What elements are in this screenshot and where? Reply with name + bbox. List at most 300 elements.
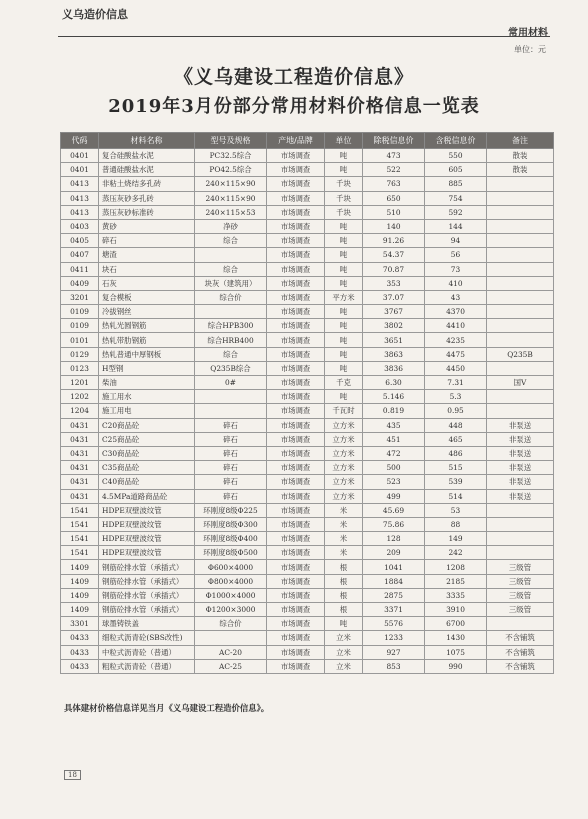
footnote: 具体建材价格信息详见当月《义乌建设工程造价信息》。	[64, 703, 270, 713]
cell-unit: 平方米	[325, 290, 363, 304]
cell-unit: 根	[325, 560, 363, 574]
cell-spec: 碎石	[195, 432, 267, 446]
cell-spec: AC-25	[195, 659, 267, 673]
cell-source: 市场调查	[267, 219, 325, 233]
cell-source: 市场调查	[267, 361, 325, 375]
cell-unit: 根	[325, 574, 363, 588]
table-row	[61, 290, 554, 304]
cell-remark	[487, 276, 554, 290]
cell-price-excl-tax: 1041	[363, 560, 425, 574]
cell-code: 0433	[61, 659, 99, 673]
cell-unit: 吨	[325, 361, 363, 375]
cell-material-name: 热轧光圆钢筋	[99, 319, 195, 333]
table-row	[61, 418, 554, 432]
page-number: 18	[64, 770, 81, 780]
cell-price-incl-tax: 88	[425, 517, 487, 531]
cell-unit: 米	[325, 546, 363, 560]
cell-material-name: HDPE双壁波纹管	[99, 503, 195, 517]
table-row	[61, 645, 554, 659]
cell-material-name: 黄砂	[99, 219, 195, 233]
cell-price-incl-tax: 990	[425, 659, 487, 673]
cell-source: 市场调查	[267, 574, 325, 588]
cell-price-excl-tax: 3371	[363, 603, 425, 617]
table-row	[61, 560, 554, 574]
cell-price-excl-tax: 128	[363, 532, 425, 546]
cell-code: 1202	[61, 390, 99, 404]
cell-price-excl-tax: 45.69	[363, 503, 425, 517]
table-row	[61, 446, 554, 460]
cell-price-incl-tax: 3910	[425, 603, 487, 617]
cell-spec: 碎石	[195, 489, 267, 503]
table-row	[61, 517, 554, 531]
cell-spec: 综合价	[195, 617, 267, 631]
cell-code: 0403	[61, 219, 99, 233]
cell-remark: Q235B	[487, 347, 554, 361]
cell-price-incl-tax: 0.95	[425, 404, 487, 418]
cell-spec	[195, 305, 267, 319]
cell-material-name: 钢筋砼排水管（承插式）	[99, 588, 195, 602]
cell-material-name: 钢筋砼排水管（承插式）	[99, 574, 195, 588]
cell-unit: 千块	[325, 177, 363, 191]
table-row	[61, 631, 554, 645]
cell-code: 0101	[61, 333, 99, 347]
cell-price-incl-tax: 73	[425, 262, 487, 276]
column-header-material-name: 材料名称	[99, 133, 195, 149]
cell-price-incl-tax: 4450	[425, 361, 487, 375]
cell-spec: PC32.5综合	[195, 149, 267, 163]
table-row	[61, 588, 554, 602]
cell-price-excl-tax: 3802	[363, 319, 425, 333]
cell-material-name: 热轧普通中厚钢板	[99, 347, 195, 361]
cell-material-name: HDPE双壁波纹管	[99, 546, 195, 560]
cell-material-name: 非粘土烧结多孔砖	[99, 177, 195, 191]
cell-source: 市场调查	[267, 617, 325, 631]
cell-source: 市场调查	[267, 517, 325, 531]
cell-code: 0431	[61, 432, 99, 446]
cell-spec: 综合	[195, 262, 267, 276]
cell-material-name: 复合模板	[99, 290, 195, 304]
cell-unit: 吨	[325, 390, 363, 404]
cell-spec: Φ1000×4000	[195, 588, 267, 602]
price-table	[60, 132, 554, 674]
cell-remark	[487, 361, 554, 375]
table-row	[61, 603, 554, 617]
cell-price-excl-tax: 70.87	[363, 262, 425, 276]
cell-spec	[195, 390, 267, 404]
column-header-unit: 单位	[325, 133, 363, 149]
cell-remark	[487, 177, 554, 191]
cell-material-name: 复合硅酸盐水泥	[99, 149, 195, 163]
cell-code: 1201	[61, 376, 99, 390]
cell-material-name: 碎石	[99, 234, 195, 248]
cell-price-incl-tax: 410	[425, 276, 487, 290]
cell-spec: 碎石	[195, 446, 267, 460]
cell-price-incl-tax: 94	[425, 234, 487, 248]
table-row	[61, 475, 554, 489]
table-row	[61, 333, 554, 347]
cell-price-incl-tax: 486	[425, 446, 487, 460]
cell-remark: 散装	[487, 163, 554, 177]
cell-material-name: HDPE双壁波纹管	[99, 517, 195, 531]
table-row	[61, 163, 554, 177]
cell-unit: 吨	[325, 319, 363, 333]
cell-remark: 非泵送	[487, 475, 554, 489]
table-row	[61, 546, 554, 560]
cell-unit: 立米	[325, 645, 363, 659]
cell-source: 市场调查	[267, 475, 325, 489]
cell-code: 1541	[61, 532, 99, 546]
cell-unit: 立方米	[325, 461, 363, 475]
cell-remark: 不含铺筑	[487, 631, 554, 645]
cell-remark	[487, 234, 554, 248]
cell-source: 市场调查	[267, 503, 325, 517]
cell-code: 0431	[61, 475, 99, 489]
cell-remark	[487, 390, 554, 404]
cell-code: 0109	[61, 319, 99, 333]
cell-code: 0407	[61, 248, 99, 262]
table-row	[61, 191, 554, 205]
cell-remark: 非泵送	[487, 432, 554, 446]
cell-code: 0401	[61, 163, 99, 177]
cell-price-excl-tax: 927	[363, 645, 425, 659]
table-row	[61, 489, 554, 503]
cell-remark	[487, 503, 554, 517]
cell-spec: PO42.5综合	[195, 163, 267, 177]
cell-source: 市场调查	[267, 404, 325, 418]
column-header-code: 代码	[61, 133, 99, 149]
cell-remark: 国V	[487, 376, 554, 390]
cell-spec: 综合价	[195, 290, 267, 304]
cell-spec: 碎石	[195, 461, 267, 475]
table-row	[61, 361, 554, 375]
cell-price-incl-tax: 4410	[425, 319, 487, 333]
table-row	[61, 347, 554, 361]
cell-price-incl-tax: 144	[425, 219, 487, 233]
unit-label: 单位：元	[514, 45, 546, 54]
cell-code: 1409	[61, 560, 99, 574]
cell-code: 0109	[61, 305, 99, 319]
cell-remark	[487, 404, 554, 418]
cell-price-excl-tax: 3767	[363, 305, 425, 319]
cell-source: 市场调查	[267, 347, 325, 361]
cell-unit: 立方米	[325, 446, 363, 460]
table-row	[61, 404, 554, 418]
table-row	[61, 205, 554, 219]
cell-code: 0431	[61, 461, 99, 475]
cell-spec: 0#	[195, 376, 267, 390]
cell-price-incl-tax: 550	[425, 149, 487, 163]
cell-remark: 非泵送	[487, 489, 554, 503]
cell-material-name: C40商品砼	[99, 475, 195, 489]
cell-remark	[487, 305, 554, 319]
cell-unit: 根	[325, 603, 363, 617]
cell-price-incl-tax: 1075	[425, 645, 487, 659]
cell-material-name: C30商品砼	[99, 446, 195, 460]
cell-code: 0433	[61, 645, 99, 659]
cell-code: 1541	[61, 517, 99, 531]
column-header-source: 产地/品牌	[267, 133, 325, 149]
cell-price-excl-tax: 2875	[363, 588, 425, 602]
cell-spec	[195, 631, 267, 645]
cell-source: 市场调查	[267, 163, 325, 177]
table-row	[61, 390, 554, 404]
cell-code: 1409	[61, 574, 99, 588]
cell-code: 3201	[61, 290, 99, 304]
cell-spec: Φ800×4000	[195, 574, 267, 588]
cell-unit: 立方米	[325, 475, 363, 489]
cell-price-incl-tax: 7.31	[425, 376, 487, 390]
cell-price-excl-tax: 473	[363, 149, 425, 163]
cell-price-incl-tax: 149	[425, 532, 487, 546]
cell-remark: 非泵送	[487, 446, 554, 460]
column-header-remark: 备注	[487, 133, 554, 149]
cell-material-name: 球墨铸铁盖	[99, 617, 195, 631]
cell-source: 市场调查	[267, 645, 325, 659]
cell-price-excl-tax: 0.819	[363, 404, 425, 418]
table-row	[61, 432, 554, 446]
cell-price-incl-tax: 465	[425, 432, 487, 446]
column-header-price-excl-tax: 除税信息价	[363, 133, 425, 149]
table-row	[61, 659, 554, 673]
cell-source: 市场调查	[267, 546, 325, 560]
cell-material-name: 蒸压灰砂多孔砖	[99, 191, 195, 205]
cell-source: 市场调查	[267, 205, 325, 219]
cell-source: 市场调查	[267, 319, 325, 333]
table-row	[61, 574, 554, 588]
cell-price-excl-tax: 650	[363, 191, 425, 205]
cell-material-name: 粗粒式沥青砼（普通）	[99, 659, 195, 673]
cell-source: 市场调查	[267, 659, 325, 673]
cell-spec	[195, 248, 267, 262]
cell-remark	[487, 290, 554, 304]
cell-remark	[487, 248, 554, 262]
cell-code: 0431	[61, 446, 99, 460]
cell-price-incl-tax: 1208	[425, 560, 487, 574]
cell-price-excl-tax: 353	[363, 276, 425, 290]
cell-price-excl-tax: 3651	[363, 333, 425, 347]
cell-price-excl-tax: 3863	[363, 347, 425, 361]
cell-source: 市场调查	[267, 149, 325, 163]
cell-code: 0433	[61, 631, 99, 645]
table-row	[61, 219, 554, 233]
cell-price-excl-tax: 6.30	[363, 376, 425, 390]
title-line-2: 2019年3月份部分常用材料价格信息一览表	[108, 96, 480, 117]
cell-price-excl-tax: 209	[363, 546, 425, 560]
cell-remark: 非泵送	[487, 461, 554, 475]
cell-material-name: 冷拔钢丝	[99, 305, 195, 319]
cell-material-name: C35商品砼	[99, 461, 195, 475]
table-row	[61, 503, 554, 517]
cell-unit: 吨	[325, 234, 363, 248]
header-rule	[58, 36, 550, 37]
cell-unit: 吨	[325, 276, 363, 290]
cell-spec: 240×115×90	[195, 177, 267, 191]
cell-code: 0413	[61, 177, 99, 191]
table-row	[61, 461, 554, 475]
cell-price-excl-tax: 499	[363, 489, 425, 503]
table-row	[61, 276, 554, 290]
cell-price-incl-tax: 754	[425, 191, 487, 205]
cell-material-name: 细粒式沥青砼(SBS改性)	[99, 631, 195, 645]
cell-price-excl-tax: 1233	[363, 631, 425, 645]
cell-remark	[487, 532, 554, 546]
cell-material-name: 块石	[99, 262, 195, 276]
cell-spec: 碎石	[195, 418, 267, 432]
cell-spec: 块灰（建筑用）	[195, 276, 267, 290]
cell-material-name: 施工用电	[99, 404, 195, 418]
cell-remark	[487, 517, 554, 531]
cell-price-incl-tax: 605	[425, 163, 487, 177]
cell-price-incl-tax: 1430	[425, 631, 487, 645]
cell-spec: 净砂	[195, 219, 267, 233]
cell-source: 市场调查	[267, 390, 325, 404]
table-header-row	[61, 133, 554, 149]
cell-code: 1204	[61, 404, 99, 418]
cell-material-name: HDPE双壁波纹管	[99, 532, 195, 546]
cell-unit: 米	[325, 532, 363, 546]
cell-spec: 环刚度8级Φ500	[195, 546, 267, 560]
cell-code: 3301	[61, 617, 99, 631]
cell-source: 市场调查	[267, 262, 325, 276]
cell-remark: 不含铺筑	[487, 645, 554, 659]
cell-source: 市场调查	[267, 461, 325, 475]
cell-source: 市场调查	[267, 432, 325, 446]
cell-unit: 根	[325, 588, 363, 602]
cell-source: 市场调查	[267, 333, 325, 347]
cell-unit: 吨	[325, 219, 363, 233]
cell-spec: 综合	[195, 234, 267, 248]
cell-price-incl-tax: 515	[425, 461, 487, 475]
cell-code: 0411	[61, 262, 99, 276]
cell-spec: 碎石	[195, 475, 267, 489]
cell-unit: 立米	[325, 659, 363, 673]
table-row	[61, 177, 554, 191]
publication-name: 义乌造价信息	[62, 8, 128, 21]
cell-source: 市场调查	[267, 191, 325, 205]
cell-spec: 综合	[195, 347, 267, 361]
cell-unit: 吨	[325, 163, 363, 177]
cell-spec: 240×115×53	[195, 205, 267, 219]
cell-source: 市场调查	[267, 177, 325, 191]
cell-remark	[487, 205, 554, 219]
cell-material-name: 4.5MPa道路商品砼	[99, 489, 195, 503]
cell-remark	[487, 617, 554, 631]
section-name: 常用材料	[508, 28, 548, 39]
cell-spec: 综合HPB300	[195, 319, 267, 333]
cell-price-incl-tax: 885	[425, 177, 487, 191]
cell-spec: 环刚度8级Φ300	[195, 517, 267, 531]
cell-price-incl-tax: 4370	[425, 305, 487, 319]
cell-unit: 立方米	[325, 418, 363, 432]
table-row	[61, 617, 554, 631]
column-header-spec: 型号及规格	[195, 133, 267, 149]
cell-unit: 立方米	[325, 489, 363, 503]
cell-source: 市场调查	[267, 234, 325, 248]
cell-remark	[487, 219, 554, 233]
cell-unit: 吨	[325, 149, 363, 163]
cell-remark: 不含铺筑	[487, 659, 554, 673]
cell-code: 1409	[61, 588, 99, 602]
cell-price-incl-tax: 4235	[425, 333, 487, 347]
cell-unit: 吨	[325, 305, 363, 319]
cell-unit: 米	[325, 503, 363, 517]
cell-price-excl-tax: 54.37	[363, 248, 425, 262]
cell-price-incl-tax: 6700	[425, 617, 487, 631]
cell-unit: 吨	[325, 262, 363, 276]
cell-price-incl-tax: 56	[425, 248, 487, 262]
cell-code: 0129	[61, 347, 99, 361]
cell-price-excl-tax: 140	[363, 219, 425, 233]
cell-code: 0409	[61, 276, 99, 290]
cell-spec: 环刚度8级Φ400	[195, 532, 267, 546]
cell-price-incl-tax: 3335	[425, 588, 487, 602]
cell-source: 市场调查	[267, 446, 325, 460]
cell-price-excl-tax: 435	[363, 418, 425, 432]
cell-material-name: 塘渣	[99, 248, 195, 262]
cell-spec	[195, 404, 267, 418]
cell-remark	[487, 546, 554, 560]
cell-price-excl-tax: 5576	[363, 617, 425, 631]
cell-unit: 吨	[325, 248, 363, 262]
table-row	[61, 305, 554, 319]
table-row	[61, 149, 554, 163]
cell-material-name: 热轧带肋钢筋	[99, 333, 195, 347]
cell-source: 市场调查	[267, 603, 325, 617]
cell-source: 市场调查	[267, 489, 325, 503]
cell-material-name: H型钢	[99, 361, 195, 375]
table-row	[61, 319, 554, 333]
cell-price-excl-tax: 451	[363, 432, 425, 446]
cell-price-excl-tax: 75.86	[363, 517, 425, 531]
cell-unit: 吨	[325, 347, 363, 361]
table-row	[61, 532, 554, 546]
cell-remark: 散装	[487, 149, 554, 163]
cell-material-name: 柴油	[99, 376, 195, 390]
cell-remark: 三级管	[487, 560, 554, 574]
cell-spec: Φ600×4000	[195, 560, 267, 574]
cell-unit: 吨	[325, 333, 363, 347]
cell-spec: Φ1200×3000	[195, 603, 267, 617]
cell-price-excl-tax: 91.26	[363, 234, 425, 248]
cell-remark	[487, 191, 554, 205]
cell-spec: AC-20	[195, 645, 267, 659]
cell-code: 0401	[61, 149, 99, 163]
cell-source: 市场调查	[267, 276, 325, 290]
cell-source: 市场调查	[267, 305, 325, 319]
cell-code: 0413	[61, 205, 99, 219]
cell-code: 1541	[61, 546, 99, 560]
cell-price-excl-tax: 522	[363, 163, 425, 177]
cell-code: 0431	[61, 489, 99, 503]
cell-price-excl-tax: 5.146	[363, 390, 425, 404]
table-row	[61, 248, 554, 262]
cell-material-name: 钢筋砼排水管（承插式）	[99, 603, 195, 617]
cell-material-name: 施工用水	[99, 390, 195, 404]
cell-code: 1541	[61, 503, 99, 517]
cell-remark	[487, 333, 554, 347]
cell-unit: 千块	[325, 205, 363, 219]
cell-source: 市场调查	[267, 631, 325, 645]
cell-price-incl-tax: 242	[425, 546, 487, 560]
cell-source: 市场调查	[267, 532, 325, 546]
cell-unit: 吨	[325, 617, 363, 631]
cell-code: 0431	[61, 418, 99, 432]
cell-unit: 千瓦时	[325, 404, 363, 418]
cell-source: 市场调查	[267, 290, 325, 304]
cell-code: 0405	[61, 234, 99, 248]
cell-price-incl-tax: 514	[425, 489, 487, 503]
cell-unit: 立方米	[325, 432, 363, 446]
